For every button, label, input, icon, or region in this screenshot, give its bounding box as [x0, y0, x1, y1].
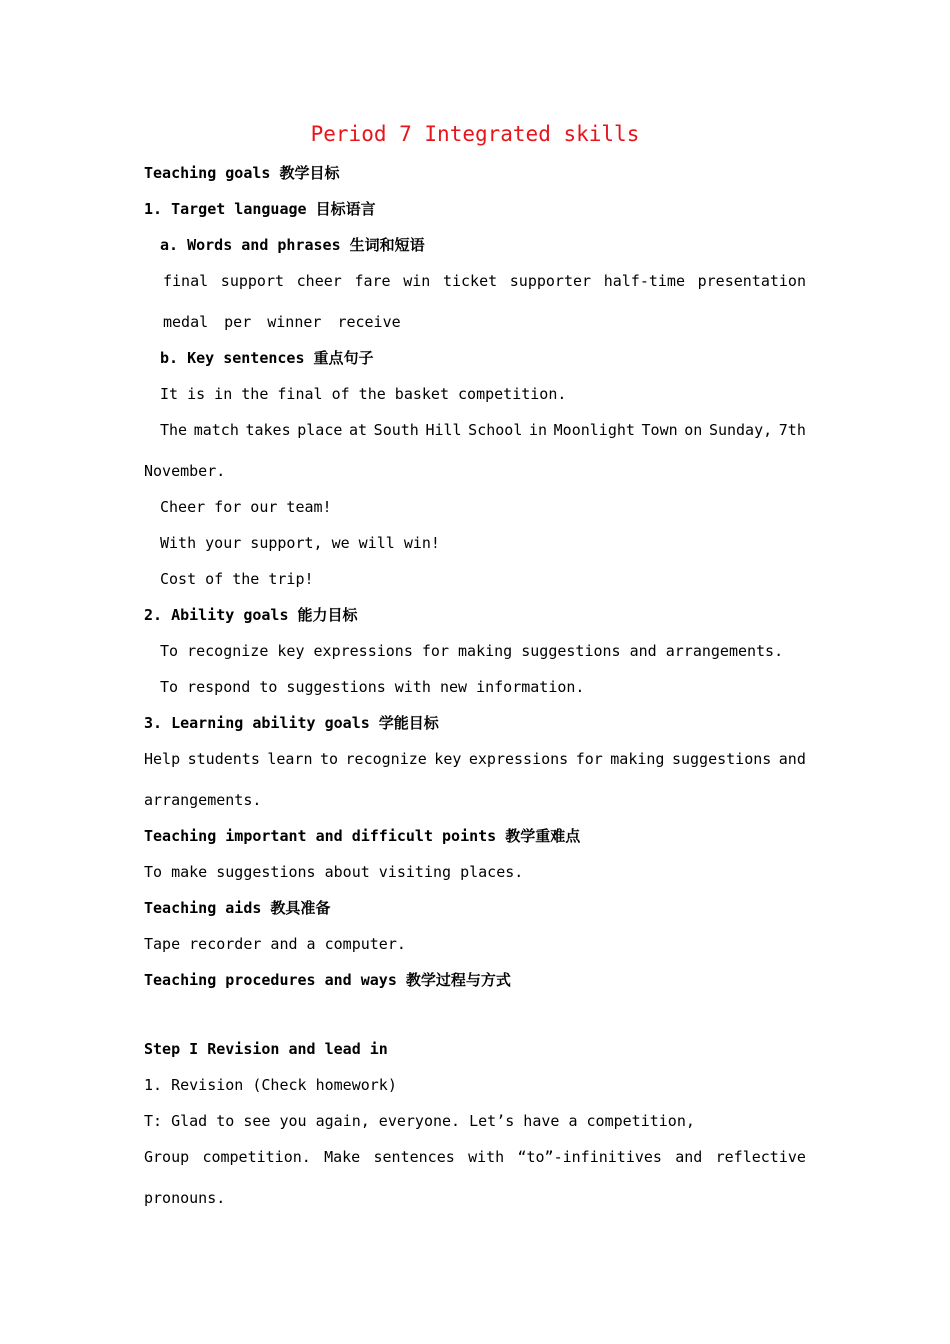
learning-word: making [610, 750, 665, 768]
group-line-cont: pronouns. [144, 1189, 226, 1207]
target-language-heading: 1. Target language 目标语言 [144, 200, 376, 218]
learning-word: and [778, 750, 806, 768]
key-sentence-2 [160, 420, 806, 440]
key-sentence-2-cont: November. [144, 462, 226, 480]
vocab-word: half-time [603, 272, 685, 290]
words-phrases-heading: a. Words and phrases 生词和短语 [160, 236, 425, 254]
group-word: “to”-infinitives [517, 1148, 662, 1166]
group-word: and [675, 1148, 703, 1166]
sentence-word: South [373, 421, 419, 439]
learning-goal-text [144, 749, 806, 769]
step1-heading: Step I Revision and lead in [144, 1040, 388, 1058]
learning-word: learn [267, 750, 313, 768]
revision-line: 1. Revision (Check homework) [144, 1076, 397, 1094]
key-sentences-heading: b. Key sentences 重点句子 [160, 349, 374, 367]
vocab-word: cheer [296, 272, 342, 290]
learning-word: for [575, 750, 603, 768]
vocab-word: medal [163, 313, 209, 331]
sentence-word: Moonlight [553, 421, 635, 439]
sentence-word: at [349, 421, 368, 439]
learning-goals-heading: 3. Learning ability goals 学能目标 [144, 714, 439, 732]
sentence-word: Hill [425, 421, 462, 439]
vocab-word: winner [267, 313, 322, 331]
sentence-word: Town [641, 421, 678, 439]
ability-goals-heading: 2. Ability goals 能力目标 [144, 606, 358, 624]
group-word: Make [324, 1148, 361, 1166]
vocab-word: ticket [442, 272, 498, 290]
important-points-heading: Teaching important and difficult points 教学重难点 [144, 827, 581, 845]
vocab-word: per [224, 313, 252, 331]
sentence-word: takes [245, 421, 291, 439]
group-word: reflective [715, 1148, 806, 1166]
vocab-word: win [403, 272, 431, 290]
vocab-word: final [163, 272, 209, 290]
vocab-word: support [220, 272, 285, 290]
teaching-aids-text: Tape recorder and a computer. [144, 935, 406, 953]
sentence-word: School [468, 421, 523, 439]
sentence-word: on [684, 421, 703, 439]
sentence-word: The [160, 421, 188, 439]
learning-word: suggestions [671, 750, 772, 768]
teacher-line: T: Glad to see you again, everyone. Let’s have a competition, [144, 1112, 695, 1130]
page-title: Period 7 Integrated skills [310, 122, 640, 146]
key-sentence-5: Cost of the trip! [160, 570, 314, 588]
group-word: competition. [202, 1148, 311, 1166]
learning-word: key [434, 750, 462, 768]
vocab-word: fare [354, 272, 391, 290]
learning-word: students [187, 750, 260, 768]
vocab-line-2 [163, 312, 417, 332]
group-word: Group [144, 1148, 190, 1166]
important-points-text: To make suggestions about visiting places. [144, 863, 524, 881]
group-line [144, 1147, 806, 1167]
sentence-word: place [297, 421, 343, 439]
sentence-word: 7th [778, 421, 806, 439]
group-word: sentences [373, 1148, 455, 1166]
key-sentence-1: It is in the final of the basket competition. [160, 385, 567, 403]
teaching-goals-heading: Teaching goals 教学目标 [144, 164, 340, 182]
vocab-word: receive [337, 313, 401, 331]
ability-goal-1: To recognize key expressions for making suggestions and arrangements. [160, 642, 784, 660]
ability-goal-2: To respond to suggestions with new information. [160, 678, 585, 696]
teaching-aids-heading: Teaching aids 教具准备 [144, 899, 331, 917]
learning-word: Help [144, 750, 181, 768]
vocab-line-1 [163, 271, 806, 291]
procedures-heading: Teaching procedures and ways 教学过程与方式 [144, 971, 511, 989]
group-word: with [468, 1148, 505, 1166]
vocab-word: presentation [697, 272, 806, 290]
learning-word: recognize [345, 750, 427, 768]
key-sentence-3: Cheer for our team! [160, 498, 332, 516]
learning-word: expressions [468, 750, 569, 768]
learning-goal-cont: arrangements. [144, 791, 262, 809]
key-sentence-4: With your support, we will win! [160, 534, 440, 552]
learning-word: to [319, 750, 339, 768]
sentence-word: in [528, 421, 548, 439]
sentence-word: Sunday, [708, 421, 773, 439]
vocab-word: supporter [509, 272, 592, 290]
sentence-word: match [193, 421, 239, 439]
